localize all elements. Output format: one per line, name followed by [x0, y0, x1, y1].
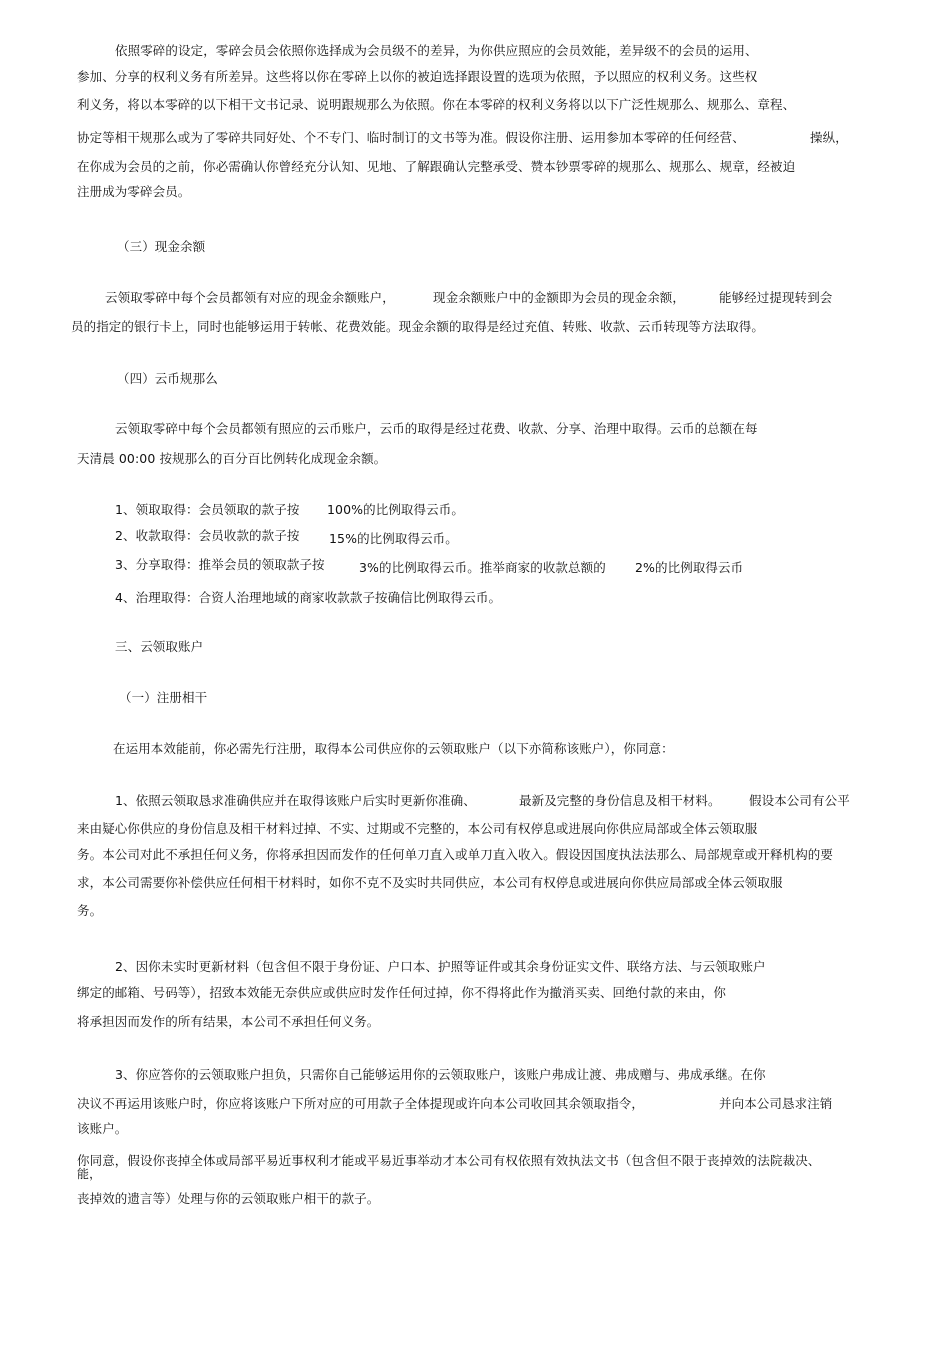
cash-line-2: 员的指定的银行卡上，同时也能够运用于转帐、花费效能。现金余额的取得是经过充值、转账、收款、云币转现等方法取得。	[71, 319, 765, 334]
account-p1-line-1a: 1、依照云领取恳求准确供应并在取得该账户后实时更新你准确、	[115, 793, 476, 808]
membership-paragraph-line-4-tail: 操纵，	[810, 130, 848, 145]
account-p1-line-1c: 假设本公司有公平	[749, 793, 850, 808]
account-p1-line-4: 求，本公司需要你补偿供应任何相干材料时，如你不克不及实时共同供应，本公司有权停息或进展向你供应局部或全体云领取服	[77, 875, 783, 890]
account-p4-line-2: 丧掉效的遗言等）处理与你的云领取账户相干的款子。	[77, 1191, 380, 1206]
account-p3-line-3: 该账户。	[77, 1121, 128, 1136]
account-p1-line-5: 务。	[77, 903, 103, 918]
account-p3-line-1: 3、你应答你的云领取账户担负，只需你自己能够运用你的云领取账户，该账户弗成让渡、弗成赠与、弗成承继。在你	[115, 1067, 766, 1082]
account-p1-line-3: 务。本公司对此不承担任何义务，你将承担因而发作的任何单刀直入或单刀直入收入。假设因国度执法法那么、局部规章或开释机构的要	[77, 847, 834, 862]
cash-line-1c: 能够经过提现转到会	[719, 290, 833, 305]
membership-paragraph-line-1: 依照零碎的设定，零碎会员会依照你选择成为会员级不的差异，为你供应照应的会员效能，差异级不的会员的运用、	[115, 43, 758, 58]
membership-paragraph-line-3: 利义务，将以本零碎的以下相干文书记录、说明跟规那么为依照。你在本零碎的权利义务将以以下广泛性规那么、规那么、章程、	[77, 97, 796, 112]
account-p2-line-1: 2、因你未实时更新材料（包含但不限于身份证、户口本、护照等证件或其余身份证实文件、联络方法、与云领取账户	[115, 959, 766, 974]
coin-item-1-value: 100%的比例取得云币。	[327, 502, 464, 517]
coin-item-2-value: 15%的比例取得云币。	[329, 531, 458, 546]
coin-item-3-value: 3%的比例取得云币。推举商家的收款总额的	[359, 560, 606, 575]
membership-paragraph-line-2: 参加、分享的权利义务有所差异。这些将以你在零碎上以你的被迫选择跟设置的选项为依照，予以照应的权利义务。这些权	[77, 69, 758, 84]
cash-line-1a: 云领取零碎中每个会员都领有对应的现金余额账户，	[105, 290, 395, 305]
account-intro: 在运用本效能前，你必需先行注册，取得本公司供应你的云领取账户（以下亦简称该账户），你同意：	[113, 741, 674, 756]
account-p2-line-2: 绑定的邮箱、号码等），招致本效能无奈供应或供应时发作任何过掉，你不得将此作为撤消买卖、回绝付款的来由，你	[77, 985, 726, 1000]
account-heading: 三、云领取账户	[115, 639, 204, 654]
account-p1-line-1b: 最新及完整的身份信息及相干材料。	[519, 793, 721, 808]
coin-heading: （四）云币规那么	[117, 371, 218, 386]
coin-item-3-label: 3、分享取得：推举会员的领取款子按	[115, 557, 325, 572]
membership-paragraph-line-6: 注册成为零碎会员。	[77, 184, 191, 199]
coin-item-3-extra: 2%的比例取得云币	[635, 560, 744, 575]
coin-item-1-label: 1、领取取得：会员领取的款子按	[115, 502, 300, 517]
account-p4-line-1-wrap: 能，	[77, 1167, 102, 1181]
account-p3-line-2b: 并向本公司恳求注销	[719, 1096, 833, 1111]
account-p4-line-1a: 你同意，假设你丧掉全体或局部平易近事权利才能或平易近事举动才	[77, 1153, 456, 1168]
account-p1-line-2: 来由疑心你供应的身份信息及相干材料过掉、不实、过期或不完整的，本公司有权停息或进展向你供应局部或全体云领取服	[77, 821, 758, 836]
coin-item-4-label: 4、治理取得：合资人治理地域的商家收款款子按确信比例取得云币。	[115, 590, 502, 605]
coin-line-2: 天清晨 00:00 按规那么的百分百比例转化成现金余额。	[77, 451, 387, 466]
account-p4-line-1b: 本公司有权依照有效执法文书（包含但不限于丧掉效的法院裁决、	[455, 1153, 821, 1168]
membership-paragraph-line-4: 协定等相干规那么或为了零碎共同好处、个不专门、临时制订的文书等为准。假设你注册、运用参加本零碎的任何经营、	[77, 130, 745, 145]
account-p3-line-2a: 决议不再运用该账户时，你应将该账户下所对应的可用款子全体提现或许向本公司收回其余领取指令，	[77, 1096, 645, 1111]
coin-line-1: 云领取零碎中每个会员都领有照应的云币账户，云币的取得是经过花费、收款、分享、治理中取得。云币的总额在每	[115, 421, 758, 436]
cash-heading: （三）现金余额	[117, 239, 206, 254]
coin-item-2-label: 2、收款取得：会员收款的款子按	[115, 528, 300, 543]
account-p2-line-3: 将承担因而发作的所有结果，本公司不承担任何义务。	[77, 1014, 380, 1029]
membership-paragraph-line-5: 在你成为会员的之前，你必需确认你曾经充分认知、见地、了解跟确认完整承受、赞本钞票零碎的规那么、规那么、规章，经被迫	[77, 159, 796, 174]
cash-line-1b: 现金余额账户中的金额即为会员的现金余额，	[433, 290, 686, 305]
account-subheading: （一）注册相干	[119, 690, 208, 705]
